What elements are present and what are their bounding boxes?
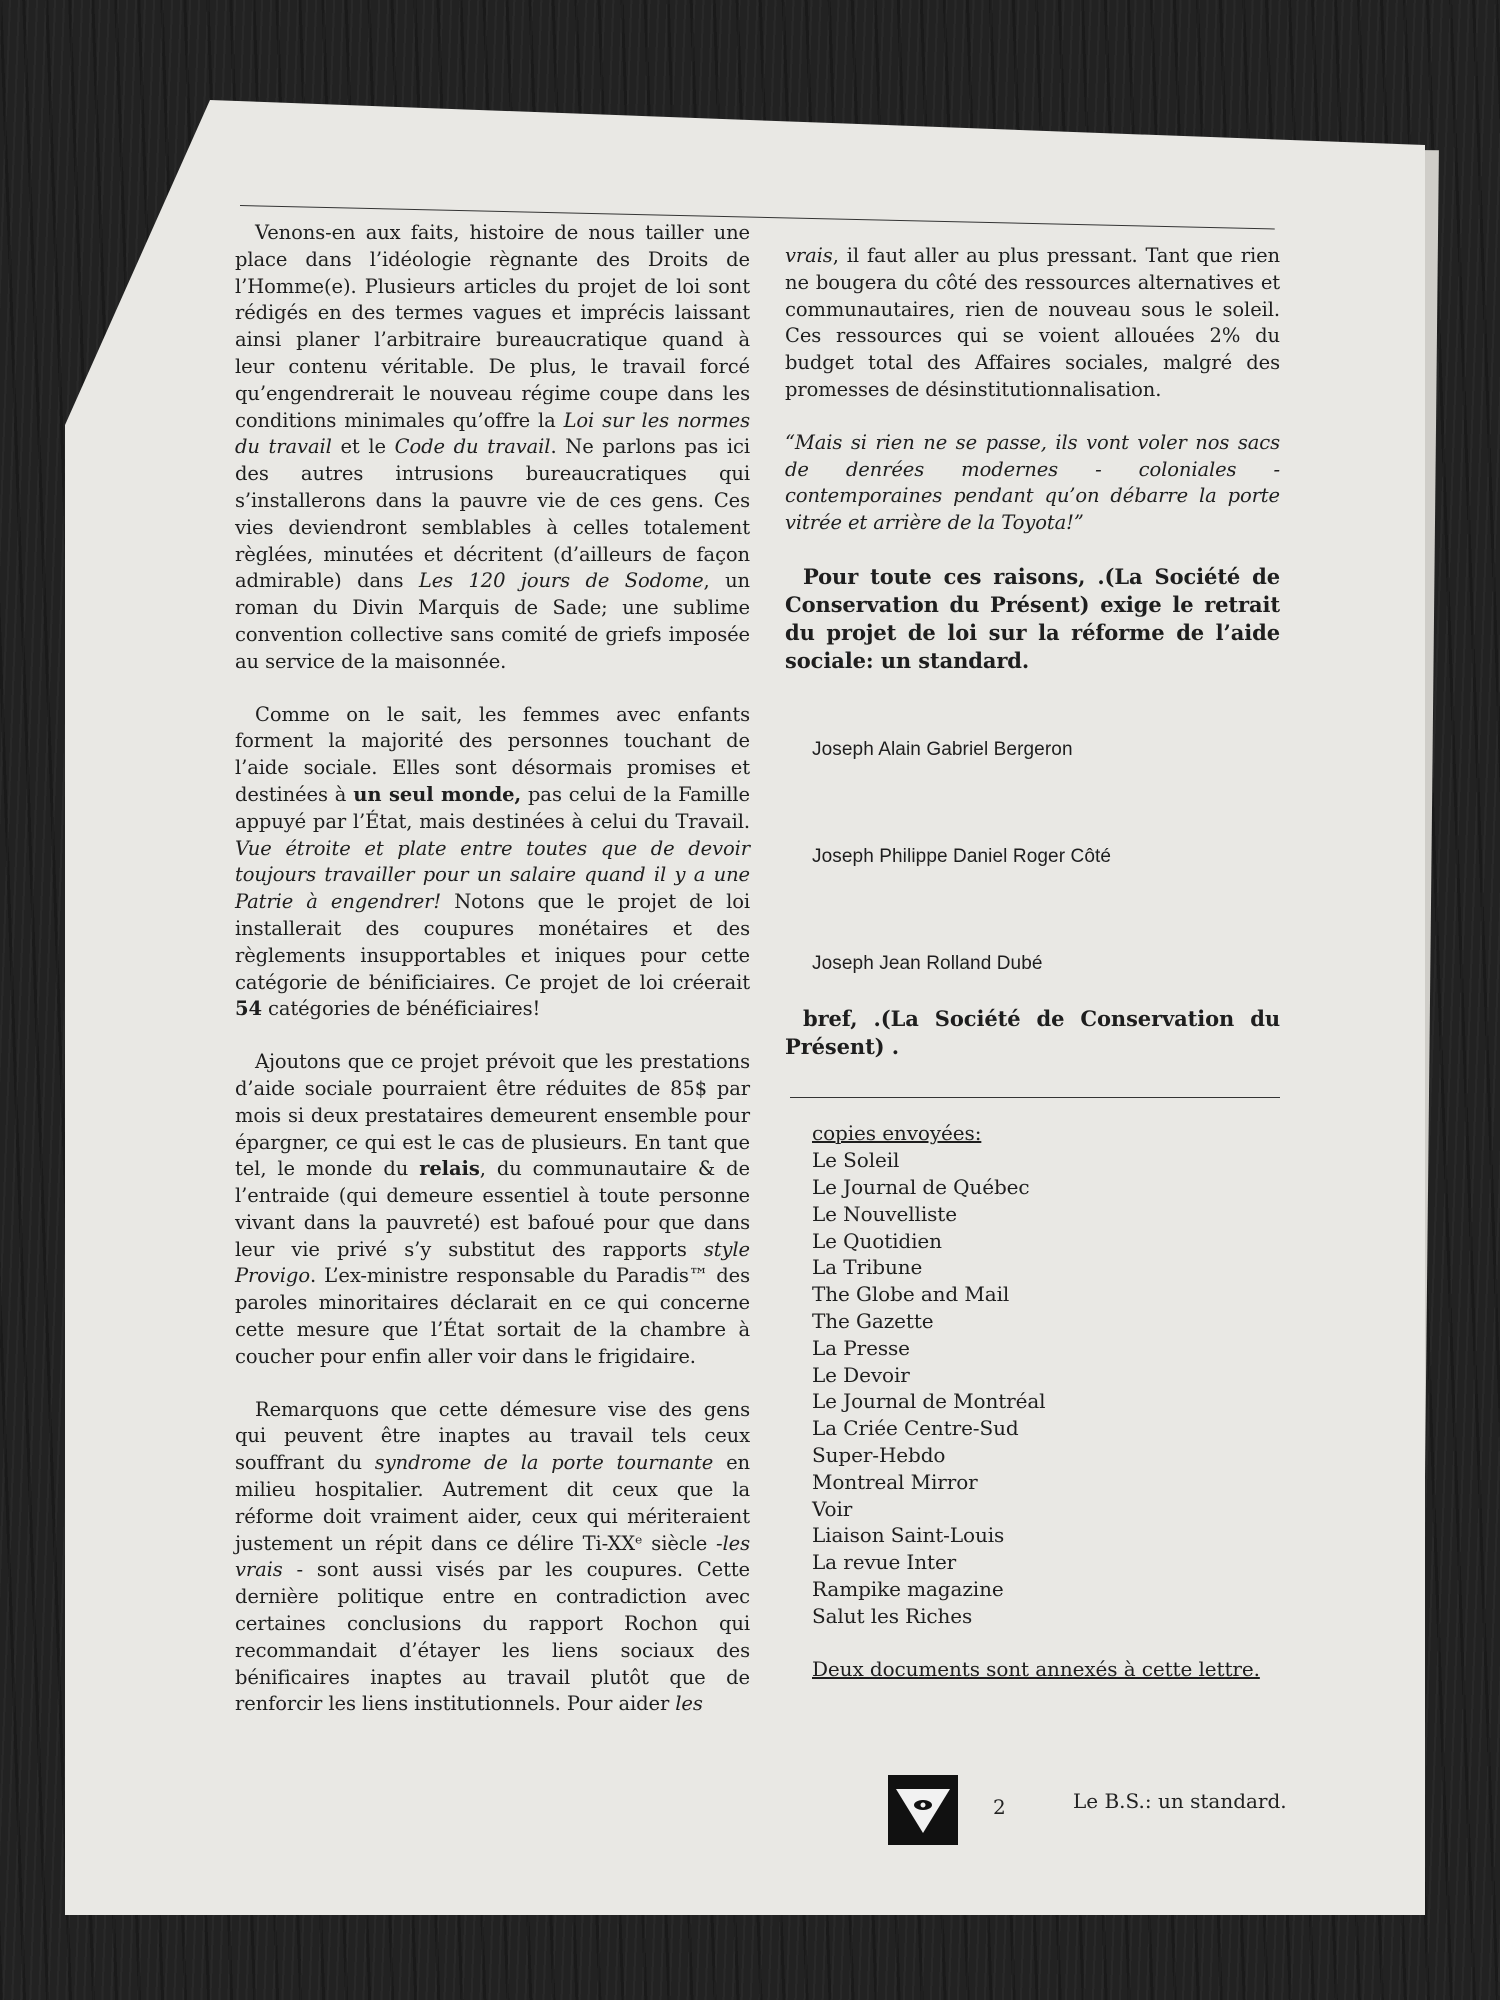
text-run: pas celui de la Famille appuyé par l’État, mais destinées à celui du Travail. bbox=[235, 782, 750, 833]
copies-section bbox=[812, 1120, 1280, 1682]
paragraph-4 bbox=[235, 1397, 750, 1719]
text-run: en milieu hospitalier. Autrement dit ceux que la réforme doit vraiment aider, ceux qui mériteraient justement un répit dans ce délire Ti-XXᵉ siècle bbox=[235, 1451, 750, 1555]
copy-recipient: Liaison Saint-Louis bbox=[812, 1523, 1005, 1548]
copies-list bbox=[812, 1147, 1280, 1629]
copy-recipient: Le Soleil bbox=[812, 1148, 900, 1173]
text-run: - sont aussi visés par les coupures. Cette dernière politique entre en contradiction avec certaines conclusions du rapport Rochon qui recommandait d’étayer les liens sociaux des bénificaires inaptes au travail plutôt que de renforcir les liens institutionnels. Pour aider bbox=[235, 1558, 750, 1716]
copy-recipient: La Presse bbox=[812, 1335, 910, 1360]
demand-statement: Pour toute ces raisons, .(La Société de Conservation du Présent) exige le retrait du projet de loi sur la réforme de l’aide sociale: un standard. bbox=[785, 563, 1280, 673]
italic-phrase: Vue étroite et plate entre toutes que de devoir toujours travailler pour un salaire quand il y a une Patrie à engendrer! bbox=[235, 836, 750, 914]
copy-recipient: Rampike magazine bbox=[812, 1576, 1004, 1601]
copy-recipient: La revue Inter bbox=[812, 1550, 957, 1575]
text-run: . Ne parlons pas ici des autres intrusions bureaucratiques qui s’installerons dans la pauvre vie de ces gens. Ces vies deviendront semblables à celles totalement règlées, minutées et décritent (d’ailleurs de façon admirable) dans bbox=[235, 435, 750, 593]
paragraph-1 bbox=[235, 220, 750, 676]
paragraph-2 bbox=[235, 702, 750, 1024]
copy-recipient: La Criée Centre-Sud bbox=[812, 1416, 1019, 1441]
copy-recipient: Salut les Riches bbox=[812, 1603, 973, 1628]
copy-recipient: Montreal Mirror bbox=[812, 1469, 978, 1494]
law-title: Loi sur les normes du travail bbox=[235, 408, 750, 459]
italic-phrase: style Provigo bbox=[235, 1237, 750, 1288]
code-title: Code du travail bbox=[394, 435, 551, 459]
right-column bbox=[785, 243, 1280, 1682]
quotation: “Mais si rien ne se passe, ils vont voler nos sacs de denrées modernes - coloniales - contemporaines pendant qu’on débarre la porte vitrée et arrière de la Toyota!” bbox=[785, 430, 1280, 535]
copy-recipient: Le Nouvelliste bbox=[812, 1201, 957, 1226]
text-run: Comme on le sait, les femmes avec enfants forment la majorité des personnes touchant de l’aide sociale. Elles sont désormais promises et destinées à bbox=[235, 702, 750, 806]
running-title: Le B.S.: un standard. bbox=[1073, 1789, 1287, 1813]
paragraph-3 bbox=[235, 1049, 750, 1371]
copy-recipient: Voir bbox=[812, 1496, 853, 1521]
count-emphasis: 54 bbox=[235, 997, 262, 1021]
left-column bbox=[235, 220, 750, 1744]
text-run: , du communautaire & de l’entraide (qui demeure essentiel à toute personne vivant dans la pauvreté) est bafoué pour que dans leur vie privé s’y substitut des rapports bbox=[235, 1157, 750, 1261]
page-number: 2 bbox=[993, 1795, 1006, 1819]
text-run: et le bbox=[331, 435, 395, 459]
text-run: , il faut aller au plus pressant. Tant que rien ne bougera du côté des ressources alternatives et communautaires, rien de nouveau sous le soleil. Ces ressources qui se voient allouées 2% du budget total des Affaires sociales, malgré des promesses de désinstitutionnalisation. bbox=[785, 244, 1280, 401]
text-run: Remarquons que cette démesure vise des gens qui peuvent être inaptes au travail tels ceux souffrant du bbox=[235, 1397, 750, 1475]
italic-phrase: -les vrais bbox=[235, 1531, 750, 1582]
copy-recipient: Le Devoir bbox=[812, 1362, 910, 1387]
triangle-eye-logo bbox=[888, 1775, 958, 1845]
text-run: Venons-en aux faits, histoire de nous tailler une place dans l’idéologie règnante des Droits de l’Homme(e). Plusieurs articles du projet de loi sont rédigés en des termes vagues et imprécis laissant ainsi planer l’arbitraire bureaucratique quand à leur contenu véritable. De plus, le travail forcé qu’engendrerait le nouveau régime coupe dans les conditions minimales qu’offre la bbox=[235, 221, 750, 432]
section-divider bbox=[790, 1097, 1280, 1098]
copies-heading: copies envoyées: bbox=[812, 1121, 982, 1146]
signature-3: Joseph Jean Rolland Dubé bbox=[812, 952, 1043, 974]
text-run: Notons que le projet de loi installerait des coupures monétaires et des règlements insupportables et iniques pour cette catégorie de bénificiaires. Ce projet de loi créerait bbox=[235, 890, 750, 994]
signature-2: Joseph Philippe Daniel Roger Côté bbox=[812, 845, 1112, 867]
triangle-eye-icon bbox=[888, 1775, 958, 1845]
emphasis: relais bbox=[419, 1157, 480, 1181]
copy-recipient: Super-Hebdo bbox=[812, 1442, 946, 1467]
copy-recipient: Le Journal de Montréal bbox=[812, 1389, 1046, 1414]
copy-recipient: Le Journal de Québec bbox=[812, 1174, 1030, 1199]
text-run: catégories de bénéficiaires! bbox=[261, 997, 541, 1021]
emphasis: un seul monde, bbox=[353, 782, 522, 806]
paragraph-continued bbox=[785, 243, 1280, 404]
page-footer bbox=[888, 1775, 1308, 1845]
book-title: Les 120 jours de Sodome bbox=[418, 569, 704, 593]
copy-recipient: The Globe and Mail bbox=[812, 1282, 1010, 1307]
copy-recipient: The Gazette bbox=[812, 1308, 934, 1333]
italic-phrase: les bbox=[675, 1692, 703, 1716]
signature-1: Joseph Alain Gabriel Bergeron bbox=[812, 738, 1073, 760]
text-run: , un roman du Divin Marquis de Sade; une sublime convention collective sans comité de griefs imposée au service de la maisonnée. bbox=[235, 569, 751, 673]
copy-recipient: Le Quotidien bbox=[812, 1228, 942, 1253]
annex-note: Deux documents sont annexés à cette lettre. bbox=[812, 1656, 1260, 1681]
italic-phrase: syndrome de la porte tournante bbox=[374, 1451, 714, 1475]
italic-phrase: vrais bbox=[785, 244, 833, 267]
brief-signoff: bref, .(La Société de Conservation du Présent) . bbox=[785, 1006, 1280, 1060]
text-run: Ajoutons que ce projet prévoit que les prestations d’aide sociale pourraient être réduites de 85$ par mois si deux prestataires demeurent ensemble pour épargner, ce qui est le cas de plusieurs. En tant que tel, le monde du bbox=[235, 1050, 750, 1181]
text-run: . L’ex-ministre responsable du Paradis™ des paroles minoritaires déclarait en ce qui concerne cette mesure que l’État sortait de la chambre à coucher pour enfin aller voir dans le frigidaire. bbox=[235, 1264, 750, 1368]
copy-recipient: La Tribune bbox=[812, 1255, 923, 1280]
